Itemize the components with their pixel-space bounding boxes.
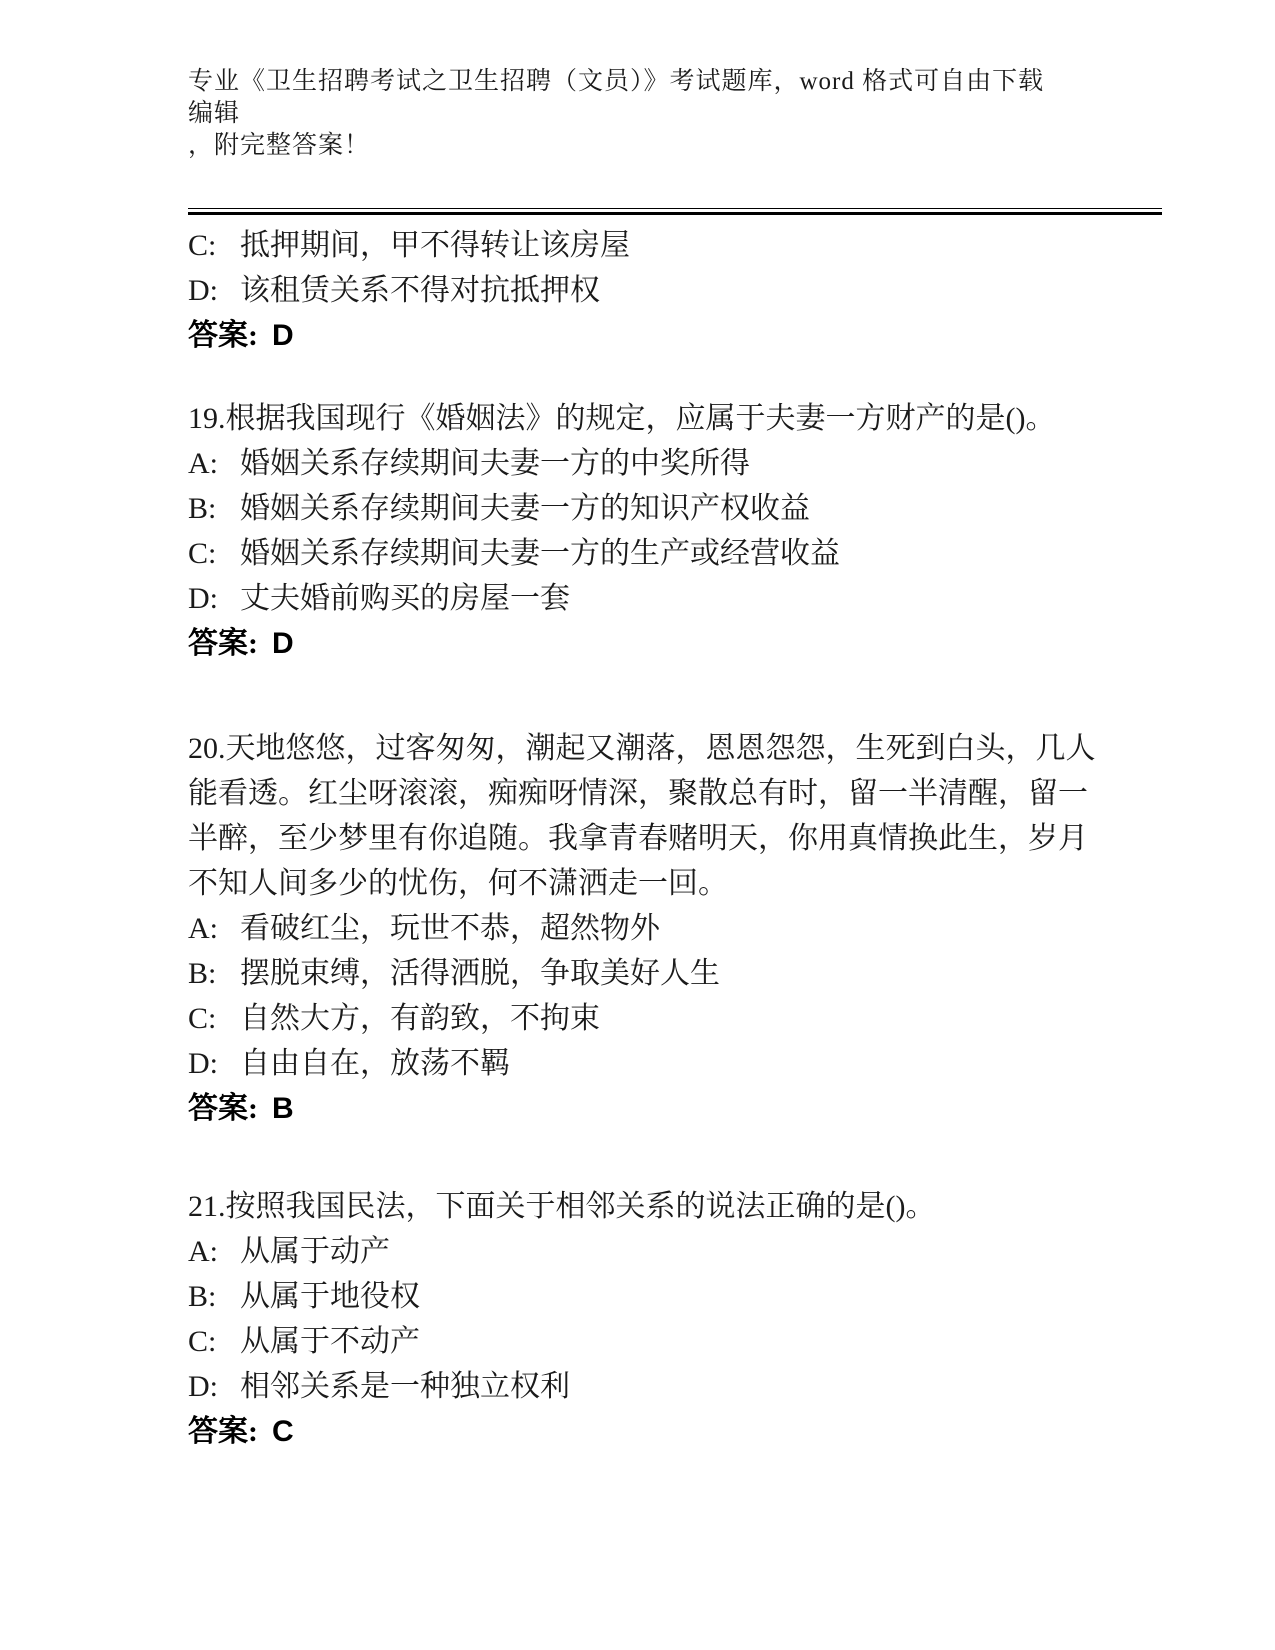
option-row <box>188 268 1100 313</box>
question-text: 根据我国现行《婚姻法》的规定，应属于夫妻一方财产的是()。 <box>225 402 1056 435</box>
option-text: 相邻关系是一种独立权利 <box>240 1370 570 1403</box>
option-text: 婚姻关系存续期间夫妻一方的生产或经营收益 <box>240 537 840 570</box>
option-text: 丈夫婚前购买的房屋一套 <box>240 582 570 615</box>
answer-line <box>188 621 1100 666</box>
option-label: D: <box>188 274 218 307</box>
option-label: A: <box>188 447 218 480</box>
option-label: B: <box>188 1280 217 1313</box>
answer-line <box>188 1086 1100 1131</box>
option-label: B: <box>188 492 217 525</box>
option-row <box>188 906 1100 951</box>
option-label: D: <box>188 1047 218 1080</box>
answer-value: B <box>272 1092 294 1125</box>
option-text: 抵押期间，甲不得转让该房屋 <box>240 229 630 262</box>
answer-value: D <box>272 627 294 660</box>
answer-label: 答案: <box>188 1415 258 1448</box>
question-text: 天地悠悠，过客匆匆，潮起又潮落，恩恩怨怨，生死到白头，几人能看透。红尘呀滚滚，痴痴呀情深，聚散总有时，留一半清醒，留一半醉，至少梦里有你追随。我拿青春赌明天，你用真情换此生，岁月不知人间多少的忧伤，何不潇洒走一回。 <box>188 732 1096 900</box>
question-number: 20. <box>188 732 226 765</box>
header-line-2: ，附完整答案！ <box>188 132 371 159</box>
answer-line <box>188 1409 1100 1454</box>
question-stem <box>188 726 1100 906</box>
option-label: D: <box>188 1370 218 1403</box>
option-row <box>188 996 1100 1041</box>
option-text: 自然大方，有韵致，不拘束 <box>240 1002 600 1035</box>
question-stem <box>188 396 1100 441</box>
answer-label: 答案: <box>188 1092 258 1125</box>
option-row <box>188 441 1100 486</box>
header-line-1: 专业《卫生招聘考试之卫生招聘（文员）》考试题库，word 格式可自由下载编辑 <box>188 68 1045 127</box>
answer-value: C <box>272 1415 294 1448</box>
option-row <box>188 1319 1100 1364</box>
option-text: 婚姻关系存续期间夫妻一方的中奖所得 <box>240 447 750 480</box>
answer-label: 答案: <box>188 627 258 660</box>
option-text: 自由自在，放荡不羁 <box>240 1047 510 1080</box>
option-row <box>188 531 1100 576</box>
option-text: 从属于地役权 <box>240 1280 420 1313</box>
answer-label: 答案: <box>188 319 258 352</box>
option-row <box>188 576 1100 621</box>
question-number: 21. <box>188 1190 226 1223</box>
question-text: 按照我国民法，下面关于相邻关系的说法正确的是()。 <box>225 1190 936 1223</box>
header-divider <box>188 208 1162 215</box>
answer-line <box>188 313 1100 358</box>
question-number: 19. <box>188 402 226 435</box>
option-text: 从属于动产 <box>240 1235 390 1268</box>
option-label: A: <box>188 1235 218 1268</box>
question-block <box>188 726 1100 1131</box>
question-block <box>188 223 1100 358</box>
option-text: 该租赁关系不得对抗抵押权 <box>240 274 600 307</box>
questions-section <box>188 223 1162 1454</box>
question-stem <box>188 1184 1100 1229</box>
option-row <box>188 1274 1100 1319</box>
question-block <box>188 1184 1100 1454</box>
option-text: 婚姻关系存续期间夫妻一方的知识产权收益 <box>240 492 810 525</box>
option-row <box>188 223 1100 268</box>
option-label: D: <box>188 582 218 615</box>
answer-value: D <box>272 319 294 352</box>
option-label: C: <box>188 1325 217 1358</box>
option-text: 摆脱束缚，活得洒脱，争取美好人生 <box>240 957 720 990</box>
option-row <box>188 1229 1100 1274</box>
question-block <box>188 396 1100 666</box>
page-header <box>188 66 1068 162</box>
option-label: C: <box>188 229 217 262</box>
option-row <box>188 486 1100 531</box>
option-label: A: <box>188 912 218 945</box>
option-row <box>188 1041 1100 1086</box>
option-label: C: <box>188 1002 217 1035</box>
option-row <box>188 1364 1100 1409</box>
option-label: B: <box>188 957 217 990</box>
option-text: 从属于不动产 <box>240 1325 420 1358</box>
option-label: C: <box>188 537 217 570</box>
option-row <box>188 951 1100 996</box>
option-text: 看破红尘，玩世不恭，超然物外 <box>240 912 660 945</box>
